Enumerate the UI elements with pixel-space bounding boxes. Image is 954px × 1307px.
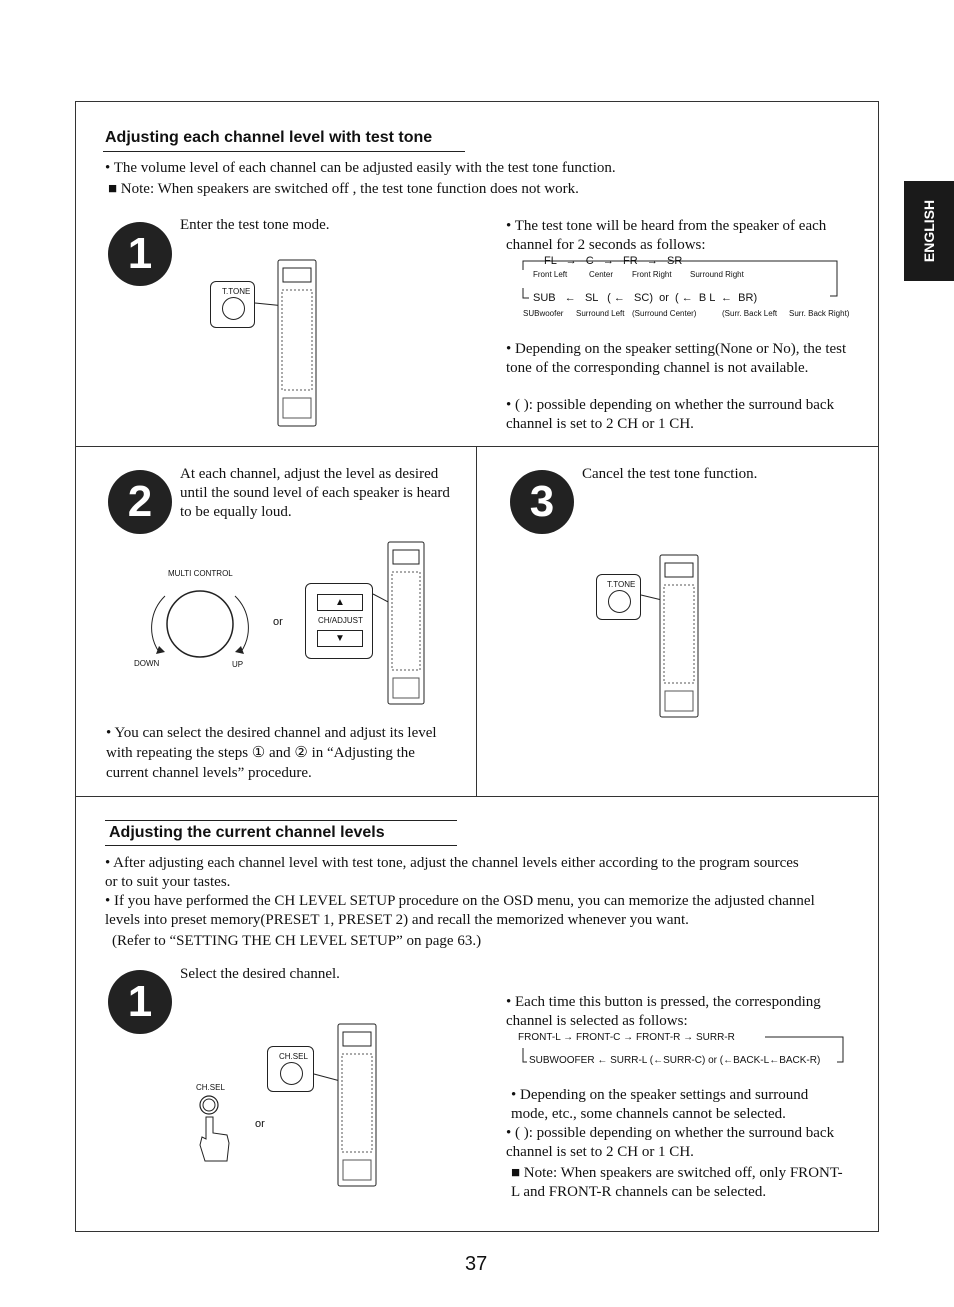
caption-surround-right: Surround Right bbox=[690, 270, 744, 279]
step3-number: 3 bbox=[510, 470, 574, 534]
section2-bullet1: • After adjusting each channel level with test tone, adjust the channel levels either according to the program sources or to suit your tastes. bbox=[105, 855, 799, 890]
section2-heading-underline bbox=[105, 845, 457, 846]
divider-row1 bbox=[75, 446, 879, 447]
step2-bullet: • You can select the desired channel and adjust its level with repeating the steps ① and ② in “Adjusting the current channel levels” procedure. bbox=[106, 725, 437, 781]
section1-note: ■ Note: When speakers are switched off , the test tone function does not work. bbox=[108, 181, 579, 197]
step2-number: 2 bbox=[108, 470, 172, 534]
section1-heading-rule bbox=[103, 151, 465, 152]
ch-adjust-down-button[interactable]: ▼ bbox=[317, 630, 363, 647]
chsel-label-callout: CH.SEL bbox=[279, 1052, 308, 1061]
multi-control-knob[interactable] bbox=[145, 580, 255, 670]
caption-surr-back-left: (Surr. Back Left bbox=[722, 309, 778, 318]
multi-control-label: MULTI CONTROL bbox=[168, 569, 233, 578]
section2-heading: Adjusting the current channel levels bbox=[109, 824, 385, 841]
caption-center: Center bbox=[589, 270, 614, 279]
section2-bullet2: • If you have performed the CH LEVEL SETUP procedure on the OSD menu, you can memorize the adjusted channel levels into preset memory(PRESET 1, PRESET 2) and recall the memorized whenever you want. bbox=[105, 893, 815, 928]
step1-bullet3: • ( ): possible depending on whether the surround back channel is set to 2 CH or 1 CH. bbox=[506, 397, 835, 432]
section2-step1-bullet1: • Each time this button is pressed, the corresponding channel is selected as follows: bbox=[506, 994, 821, 1029]
caption-surround-left: Surround Left bbox=[576, 309, 625, 318]
ch-adjust-callout bbox=[305, 583, 373, 659]
section2-step1-bullet3: • ( ): possible depending on whether the surround back channel is set to 2 CH or 1 CH. bbox=[506, 1125, 835, 1160]
ttone-button-3[interactable] bbox=[608, 590, 631, 613]
ttone-button-callout-3 bbox=[596, 574, 641, 620]
caption-front-right: Front Right bbox=[632, 270, 672, 279]
caption-front-left: Front Left bbox=[533, 270, 568, 279]
section1-heading: Adjusting each channel level with test tone bbox=[105, 129, 433, 146]
chsel-button[interactable] bbox=[280, 1062, 303, 1085]
sequence-top: FL → C → FR → SR bbox=[544, 255, 683, 267]
remote-control-3 bbox=[636, 553, 706, 721]
ttone-button-callout bbox=[210, 281, 255, 328]
remote-control-2 bbox=[370, 540, 430, 708]
section2-step1-text: Select the desired channel. bbox=[180, 966, 340, 982]
channel-sequence-top: FRONT-L → FRONT-C → FRONT-R → SURR-R bbox=[518, 1032, 735, 1043]
chsel-button-callout bbox=[267, 1046, 314, 1092]
step1-bullet2: • Depending on the speaker setting(None or No), the test tone of the corresponding channel is not available. bbox=[506, 341, 847, 376]
divider-col bbox=[476, 446, 477, 796]
section2-heading-rule bbox=[105, 820, 457, 821]
remote-control-4 bbox=[310, 1022, 380, 1190]
ttone-label: T.TONE bbox=[222, 287, 251, 296]
or-label-step2: or bbox=[273, 616, 283, 628]
step1-bullet1: • The test tone will be heard from the speaker of each channel for 2 seconds as follows: bbox=[506, 218, 827, 253]
caption-surround-center: (Surround Center) bbox=[632, 309, 697, 318]
ttone-button[interactable] bbox=[222, 297, 245, 320]
remote-control-1 bbox=[250, 258, 320, 430]
page-number: 37 bbox=[465, 1253, 488, 1275]
language-tab: ENGLISH bbox=[904, 181, 954, 281]
section2-step1-note: ■ Note: When speakers are switched off, only FRONT-L and FRONT-R channels can be selected. bbox=[511, 1165, 843, 1200]
section1-intro: • The volume level of each channel can be adjusted easily with the test tone function. bbox=[105, 160, 616, 176]
hand-pressing-chsel[interactable] bbox=[195, 1093, 235, 1165]
section2-step1-number: 1 bbox=[108, 970, 172, 1034]
up-label: UP bbox=[232, 660, 244, 669]
step1-number: 1 bbox=[108, 222, 172, 286]
step1-text: Enter the test tone mode. bbox=[180, 217, 330, 233]
step3-text: Cancel the test tone function. bbox=[582, 466, 758, 482]
sequence-bottom: SUB ← SL ( ← SC) or ( ← B L ← BR) bbox=[533, 292, 758, 304]
ttone-label-3: T.TONE bbox=[607, 580, 636, 589]
or-label-section2: or bbox=[255, 1118, 265, 1130]
step2-text: At each channel, adjust the level as desired until the sound level of each speaker is heard to be equally loud. bbox=[180, 466, 450, 520]
ch-adjust-label: CH/ADJUST bbox=[318, 616, 363, 625]
down-label: DOWN bbox=[134, 659, 160, 668]
section2-bullet2-ref: (Refer to “SETTING THE CH LEVEL SETUP” on page 63.) bbox=[112, 933, 482, 949]
caption-surr-back-right: Surr. Back Right) bbox=[789, 309, 850, 318]
chsel-label-hand: CH.SEL bbox=[196, 1083, 225, 1092]
divider-row2 bbox=[75, 796, 879, 797]
ch-adjust-up-button[interactable]: ▲ bbox=[317, 594, 363, 611]
caption-subwoofer: SUBwoofer bbox=[523, 309, 564, 318]
section2-step1-bullet2: • Depending on the speaker settings and surround mode, etc., some channels cannot be selected. bbox=[511, 1087, 809, 1122]
channel-sequence-bottom: SUBWOOFER ← SURR-L (←SURR-C) or (←BACK-L←BACK-R) bbox=[529, 1055, 821, 1066]
